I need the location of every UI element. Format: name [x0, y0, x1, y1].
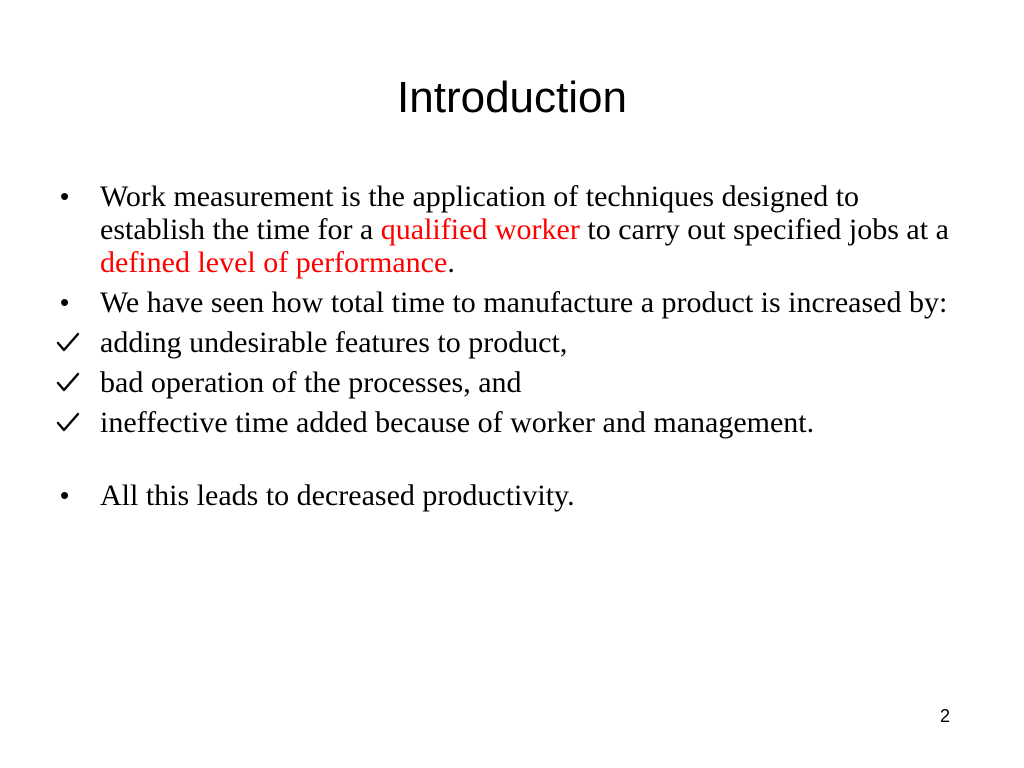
list-item	[56, 479, 956, 512]
text-segment: Work measurement is the application of techniques designed to establish the time for a	[100, 180, 860, 246]
list-item	[56, 180, 956, 279]
item-text: All this leads to decreased productivity.	[100, 479, 575, 512]
check-mark-icon	[56, 370, 82, 396]
list-item	[56, 406, 956, 439]
list-item	[56, 326, 956, 359]
bullet-list	[56, 180, 956, 519]
highlight-text: qualified worker	[380, 213, 580, 246]
item-text	[100, 180, 949, 279]
text-segment: to carry out specified jobs at a	[579, 213, 949, 246]
highlight-text: defined level of performance	[100, 246, 448, 279]
bullet-dot-icon: •	[60, 181, 70, 211]
check-mark-icon	[56, 410, 82, 436]
item-text: We have seen how total time to manufacture a product is increased by:	[100, 286, 948, 319]
item-text: bad operation of the processes, and	[100, 366, 522, 399]
list-item	[56, 366, 956, 399]
bullet-dot-icon: •	[60, 480, 70, 510]
text-segment: .	[447, 246, 455, 279]
list-item	[56, 286, 956, 319]
check-mark-icon	[56, 330, 82, 356]
item-text: ineffective time added because of worker and management.	[100, 406, 815, 439]
item-text: adding undesirable features to product,	[100, 326, 568, 359]
bullet-dot-icon: •	[60, 287, 70, 317]
slide-title: Introduction	[397, 73, 627, 122]
page-number: 2	[939, 706, 950, 726]
